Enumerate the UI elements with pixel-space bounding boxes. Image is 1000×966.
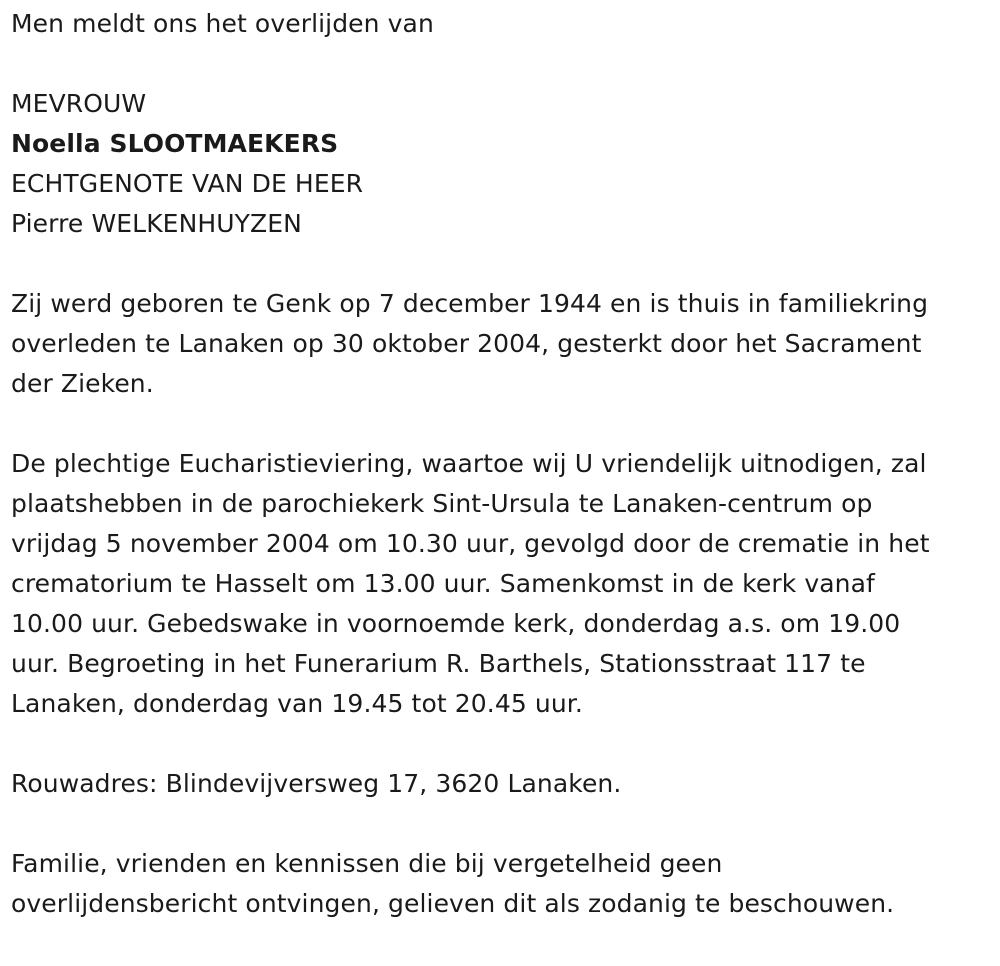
spacer: [11, 44, 991, 84]
spacer: [11, 804, 991, 844]
paragraph-line: vrijdag 5 november 2004 om 10.30 uur, gevolgd door de crematie in het: [11, 529, 930, 558]
paragraph-line: uur. Begroeting in het Funerarium R. Barthels, Stationsstraat 117 te: [11, 649, 866, 678]
closing-paragraph: [11, 844, 991, 924]
paragraph-line: 10.00 uur. Gebedswake in voornoemde kerk, donderdag a.s. om 19.00: [11, 609, 901, 638]
paragraph-line: der Zieken.: [11, 369, 154, 398]
obituary-notice: [11, 4, 991, 924]
deceased-name: Noella SLOOTMAEKERS: [11, 129, 339, 158]
paragraph-line: plaatshebben in de parochiekerk Sint-Ursula te Lanaken-centrum op: [11, 489, 873, 518]
paragraph-line: overlijdensbericht ontvingen, gelieven dit als zodanig te beschouwen.: [11, 889, 895, 918]
paragraph-line: De plechtige Eucharistieviering, waartoe wij U vriendelijk uitnodigen, zal: [11, 449, 927, 478]
paragraph-line: Zij werd geboren te Genk op 7 december 1944 en is thuis in familiekring: [11, 289, 929, 318]
paragraph-line: Familie, vrienden en kennissen die bij vergetelheid geen: [11, 849, 723, 878]
birth-death-paragraph: [11, 284, 991, 404]
paragraph-line: crematorium te Hasselt om 13.00 uur. Samenkomst in de kerk vanaf: [11, 569, 875, 598]
spacer: [11, 404, 991, 444]
spouse-name: Pierre WELKENHUYZEN: [11, 209, 302, 238]
honorific: MEVROUW: [11, 89, 147, 118]
paragraph-line: overleden te Lanaken op 30 oktober 2004, gesterkt door het Sacrament: [11, 329, 922, 358]
ceremony-paragraph: [11, 444, 991, 724]
spacer: [11, 244, 991, 284]
relation-line: ECHTGENOTE VAN DE HEER: [11, 169, 364, 198]
intro-line: Men meldt ons het overlijden van: [11, 9, 434, 38]
paragraph-line: Lanaken, donderdag van 19.45 tot 20.45 uur.: [11, 689, 583, 718]
mourning-address: Rouwadres: Blindevijversweg 17, 3620 Lanaken.: [11, 769, 622, 798]
spacer: [11, 724, 991, 764]
